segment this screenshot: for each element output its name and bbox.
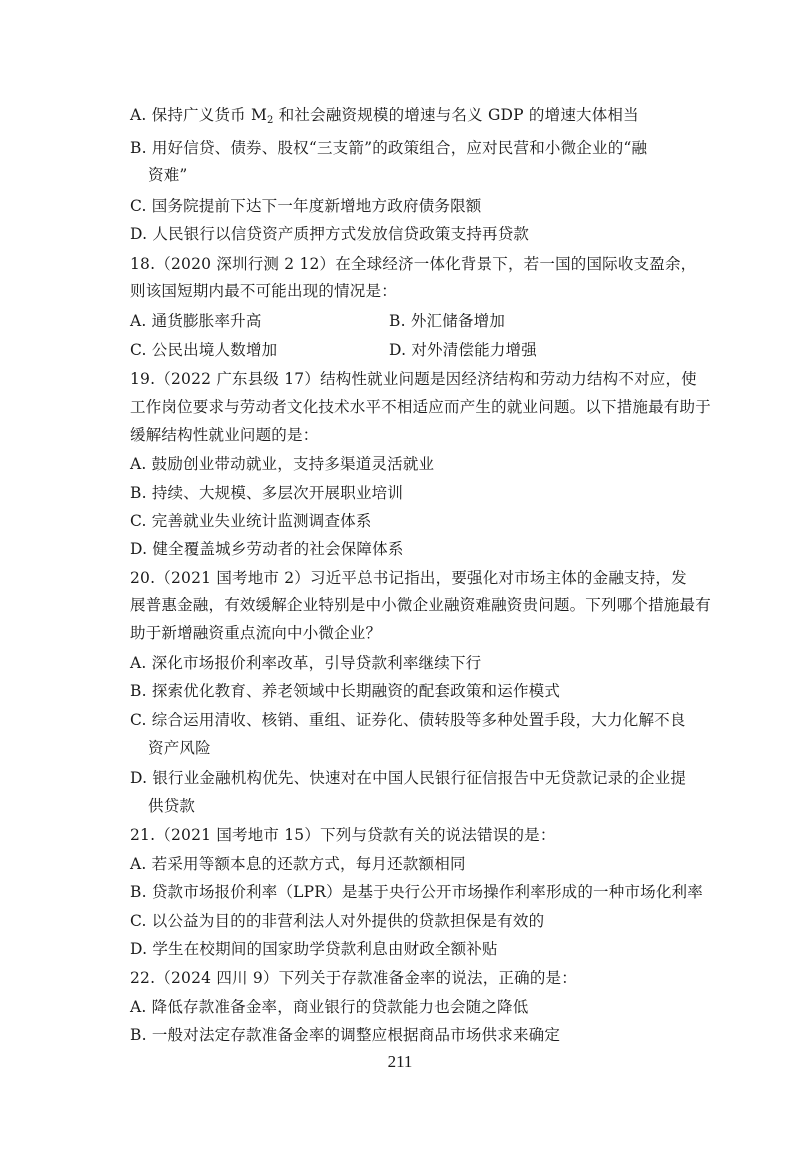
option-b-prev-line2: 资难” bbox=[148, 166, 188, 184]
q20-option-d-line1: D. 银行业金融机构优先、快速对在中国人民银行征信报告中无贷款记录的企业提 bbox=[130, 769, 687, 787]
q18-option-c: C. 公民出境人数增加 bbox=[130, 341, 278, 359]
q20-option-c-line1: C. 综合运用清收、核销、重组、证券化、债转股等多种处置手段，大力化解不良 bbox=[130, 711, 686, 729]
q20-stem-line2: 展普惠金融，有效缓解企业特别是中小微企业融资难融资贵问题。下列哪个措施最有 bbox=[130, 596, 711, 614]
q20-option-d-line2: 供贷款 bbox=[148, 797, 196, 815]
option-b-prev-line1: B. 用好信贷、债券、股权“三支箭”的政策组合，应对民营和小微企业的“融 bbox=[130, 139, 648, 157]
page-number: 211 bbox=[387, 1052, 413, 1071]
q20-option-c-line2: 资产风险 bbox=[148, 739, 211, 757]
q21-option-c: C. 以公益为目的的非营利法人对外提供的贷款担保是有效的 bbox=[130, 912, 545, 930]
option-d-prev: D. 人民银行以信贷资产质押方式发放信贷政策支持再贷款 bbox=[130, 225, 530, 243]
q18-stem-line1: 18.（2020 深圳行测 2 12）在全球经济一体化背景下，若一国的国际收支盈余， bbox=[130, 255, 697, 273]
q21-stem: 21.（2021 国考地市 15）下列与贷款有关的说法错误的是： bbox=[130, 826, 556, 844]
q19-stem-line3: 缓解结构性就业问题的是： bbox=[130, 426, 319, 444]
q21-option-d: D. 学生在校期间的国家助学贷款利息由财政全额补贴 bbox=[130, 940, 498, 958]
q20-option-a: A. 深化市场报价利率改革，引导贷款利率继续下行 bbox=[130, 654, 482, 672]
q20-stem-line1: 20.（2021 国考地市 2）习近平总书记指出，要强化对市场主体的金融支持，发 bbox=[130, 569, 687, 587]
q18-option-a: A. 通货膨胀率升高 bbox=[130, 312, 262, 330]
q19-option-d: D. 健全覆盖城乡劳动者的社会保障体系 bbox=[130, 540, 404, 558]
q21-option-a: A. 若采用等额本息的还款方式，每月还款额相同 bbox=[130, 855, 466, 873]
q18-option-b: B. 外汇储备增加 bbox=[389, 312, 506, 330]
q18-option-d: D. 对外清偿能力增强 bbox=[389, 341, 537, 359]
q19-option-a: A. 鼓励创业带动就业，支持多渠道灵活就业 bbox=[130, 455, 435, 473]
q20-option-b: B. 探索优化教育、养老领域中长期融资的配套政策和运作模式 bbox=[130, 682, 561, 700]
q19-stem-line2: 工作岗位要求与劳动者文化技术水平不相适应而产生的就业问题。以下措施最有助于 bbox=[130, 398, 711, 416]
subscript-2: 2 bbox=[267, 115, 274, 126]
option-c-prev: C. 国务院提前下达下一年度新增地方政府债务限额 bbox=[130, 197, 482, 215]
q20-stem-line3: 助于新增融资重点流向中小微企业？ bbox=[130, 624, 382, 642]
q18-stem-line2: 则该国短期内最不可能出现的情况是： bbox=[130, 282, 397, 300]
q22-option-b: B. 一般对法定存款准备金率的调整应根据商品市场供求来确定 bbox=[130, 1026, 561, 1044]
q19-option-b: B. 持续、大规模、多层次开展职业培训 bbox=[130, 484, 404, 502]
q22-stem: 22.（2024 四川 9）下列关于存款准备金率的说法，正确的是： bbox=[130, 969, 577, 987]
q19-option-c: C. 完善就业失业统计监测调查体系 bbox=[130, 512, 372, 530]
q22-option-a: A. 降低存款准备金率，商业银行的贷款能力也会随之降低 bbox=[130, 998, 529, 1016]
option-a-prev: A. 保持广义货币 $M_2$ 和社会融资规模的增速与名义 GDP 的增速大体相当 bbox=[130, 106, 639, 126]
q19-stem-line1: 19.（2022 广东县级 17）结构性就业问题是因经济结构和劳动力结构不对应，使 bbox=[130, 370, 697, 388]
q21-option-b: B. 贷款市场报价利率（LPR）是基于央行公开市场操作利率形成的一种市场化利率 bbox=[130, 883, 703, 901]
